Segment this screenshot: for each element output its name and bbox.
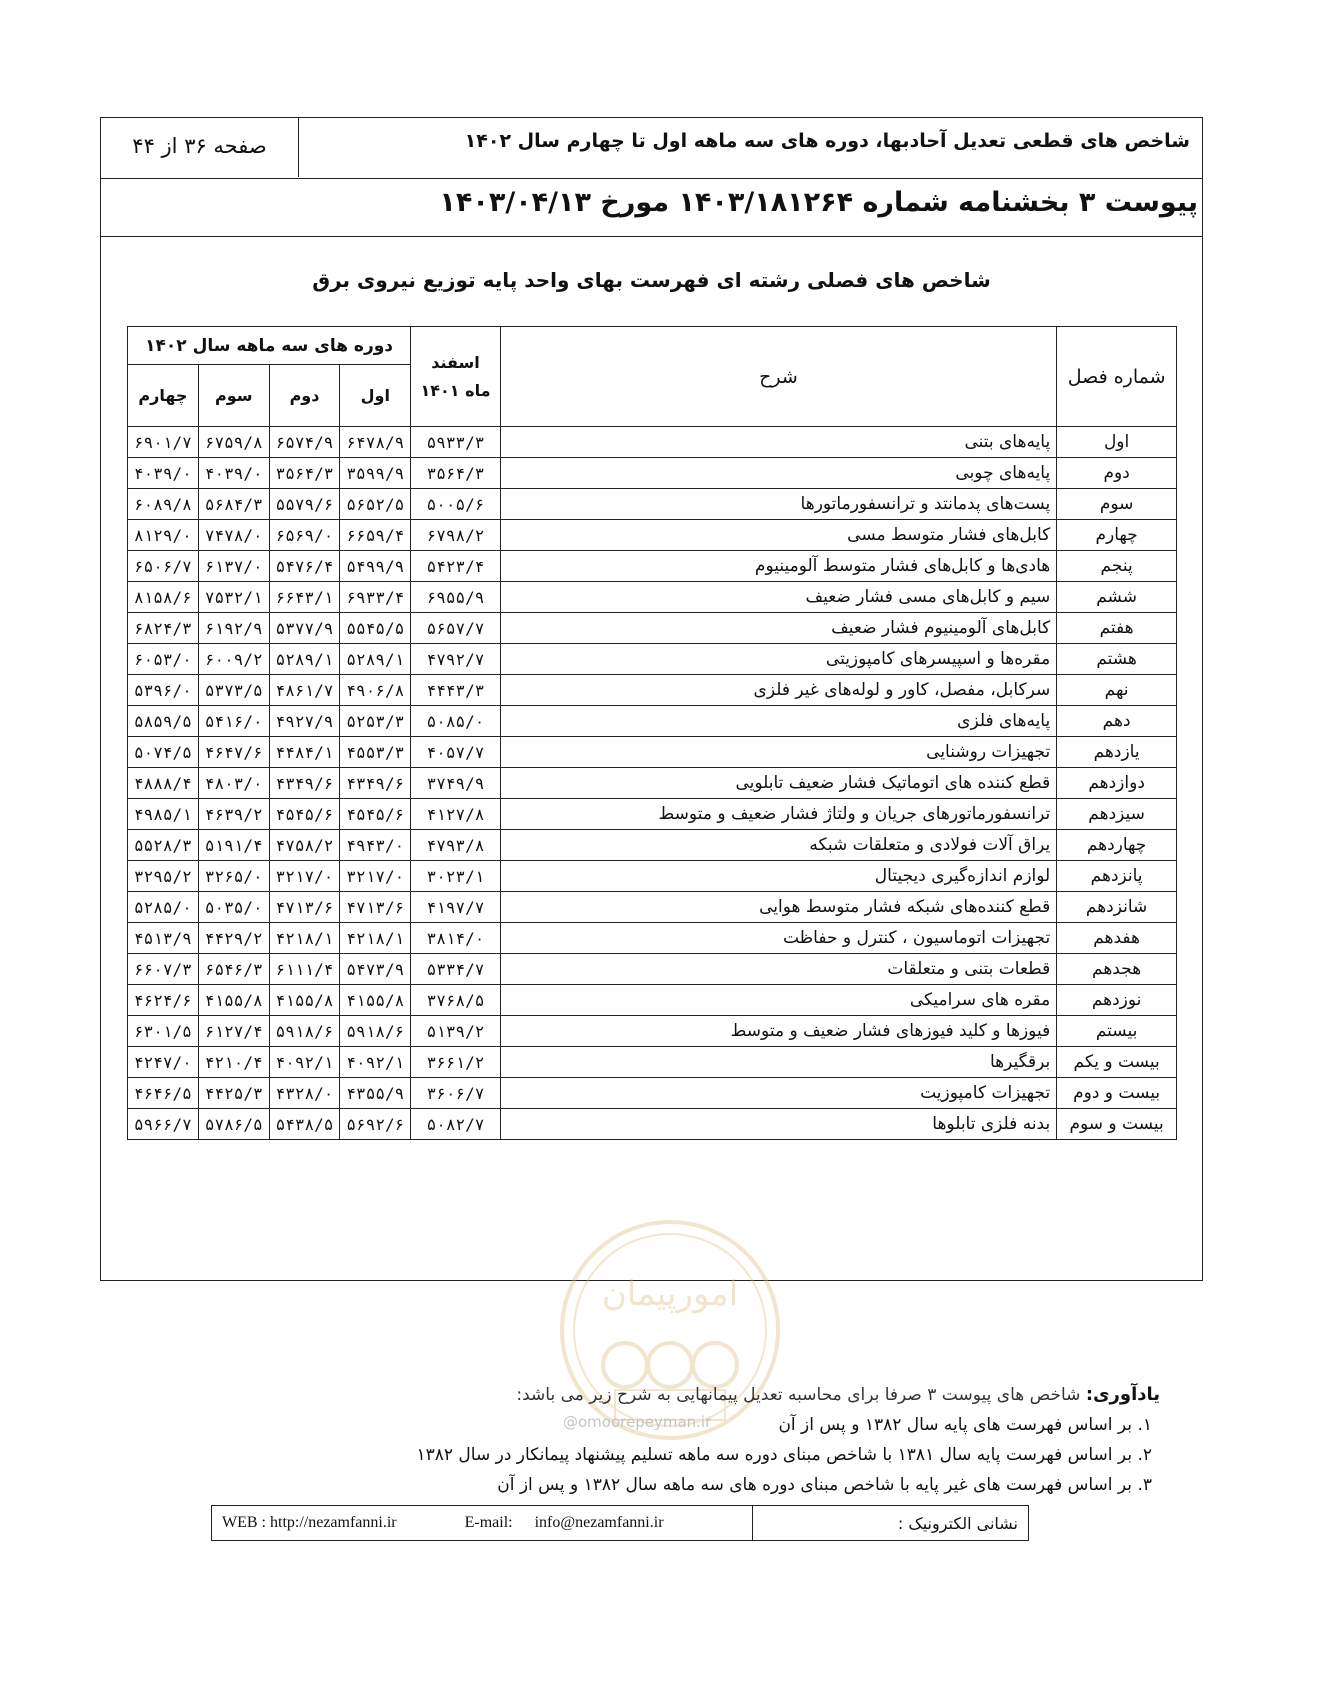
- row-description: کابل‌های فشار متوسط مسی: [500, 520, 1056, 551]
- row-description: تجهیزات کامپوزیت: [500, 1078, 1056, 1109]
- row-q3-value: ۴۴۲۹/۲: [198, 923, 269, 954]
- row-q2-value: ۴۴۸۴/۱: [269, 737, 340, 768]
- row-q4-value: ۵۲۸۵/۰: [128, 892, 199, 923]
- header-q2: دوم: [269, 365, 340, 427]
- header-base: اسفند ماه ۱۴۰۱: [411, 327, 501, 427]
- table-row: [128, 799, 1177, 830]
- row-q2-value: ۳۵۶۴/۳: [269, 458, 340, 489]
- row-q2-value: ۵۲۸۹/۱: [269, 644, 340, 675]
- row-base-value: ۴۱۹۷/۷: [411, 892, 501, 923]
- header-q4: چهارم: [128, 365, 199, 427]
- row-q1-value: ۶۹۳۳/۴: [340, 582, 411, 613]
- table-row: [128, 613, 1177, 644]
- table-caption: شاخص های فصلی رشته ای فهرست بهای واحد پایه توزیع نیروی برق: [312, 268, 991, 292]
- row-base-value: ۵۰۰۵/۶: [411, 489, 501, 520]
- row-chapter: شانزدهم: [1057, 892, 1177, 923]
- row-chapter: بیست و یکم: [1057, 1047, 1177, 1078]
- table-row: [128, 520, 1177, 551]
- row-q2-value: ۴۷۵۸/۲: [269, 830, 340, 861]
- row-chapter: دهم: [1057, 706, 1177, 737]
- row-description: سرکابل، مفصل، کاور و لوله‌های غیر فلزی: [500, 675, 1056, 706]
- row-chapter: ششم: [1057, 582, 1177, 613]
- row-q4-value: ۶۰۸۹/۸: [128, 489, 199, 520]
- row-q1-value: ۵۶۹۲/۶: [340, 1109, 411, 1140]
- row-q1-value: ۴۷۱۳/۶: [340, 892, 411, 923]
- row-description: پایه‌های چوبی: [500, 458, 1056, 489]
- row-q4-value: ۴۹۸۵/۱: [128, 799, 199, 830]
- row-q3-value: ۴۶۳۹/۲: [198, 799, 269, 830]
- row-chapter: پانزدهم: [1057, 861, 1177, 892]
- index-table: [127, 326, 1177, 1140]
- row-chapter: سیزدهم: [1057, 799, 1177, 830]
- header-description: شرح: [500, 327, 1056, 427]
- row-base-value: ۶۷۹۸/۲: [411, 520, 501, 551]
- row-q2-value: ۴۹۲۷/۹: [269, 706, 340, 737]
- table-row: [128, 1109, 1177, 1140]
- row-q3-value: ۴۴۲۵/۳: [198, 1078, 269, 1109]
- row-base-value: ۳۷۶۸/۵: [411, 985, 501, 1016]
- row-chapter: هفتم: [1057, 613, 1177, 644]
- row-q1-value: ۵۲۸۹/۱: [340, 644, 411, 675]
- row-q3-value: ۴۸۰۳/۰: [198, 768, 269, 799]
- row-q3-value: ۵۴۱۶/۰: [198, 706, 269, 737]
- table-row: [128, 1047, 1177, 1078]
- row-q4-value: ۶۸۲۴/۳: [128, 613, 199, 644]
- footer-email[interactable]: info@nezamfanni.ir: [534, 1514, 664, 1531]
- row-q1-value: ۴۲۱۸/۱: [340, 923, 411, 954]
- notes-item-1: ۱. بر اساس فهرست های پایه سال ۱۳۸۲ و پس از آن: [778, 1415, 1152, 1435]
- row-chapter: بیست و دوم: [1057, 1078, 1177, 1109]
- row-q3-value: ۵۶۸۴/۳: [198, 489, 269, 520]
- row-q4-value: ۶۵۰۶/۷: [128, 551, 199, 582]
- row-q4-value: ۸۱۲۹/۰: [128, 520, 199, 551]
- row-description: تجهیزات روشنایی: [500, 737, 1056, 768]
- header-q1: اول: [340, 365, 411, 427]
- row-q2-value: ۵۴۳۸/۵: [269, 1109, 340, 1140]
- row-q3-value: ۴۱۵۵/۸: [198, 985, 269, 1016]
- row-q1-value: ۵۵۴۵/۵: [340, 613, 411, 644]
- row-base-value: ۴۰۵۷/۷: [411, 737, 501, 768]
- row-q3-value: ۵۱۹۱/۴: [198, 830, 269, 861]
- row-q3-value: ۷۴۷۸/۰: [198, 520, 269, 551]
- row-base-value: ۳۷۴۹/۹: [411, 768, 501, 799]
- row-q1-value: ۵۴۷۳/۹: [340, 954, 411, 985]
- row-base-value: ۴۷۹۳/۸: [411, 830, 501, 861]
- seal-text: امورپیمان: [601, 1274, 739, 1314]
- row-q4-value: ۵۸۵۹/۵: [128, 706, 199, 737]
- row-q4-value: ۶۳۰۱/۵: [128, 1016, 199, 1047]
- row-chapter: بیست و سوم: [1057, 1109, 1177, 1140]
- table-row: [128, 830, 1177, 861]
- row-q3-value: ۶۰۰۹/۲: [198, 644, 269, 675]
- row-chapter: اول: [1057, 427, 1177, 458]
- row-q3-value: ۴۲۱۰/۴: [198, 1047, 269, 1078]
- row-q2-value: ۴۳۲۸/۰: [269, 1078, 340, 1109]
- row-q2-value: ۶۱۱۱/۴: [269, 954, 340, 985]
- row-q3-value: ۷۵۳۲/۱: [198, 582, 269, 613]
- row-chapter: یازدهم: [1057, 737, 1177, 768]
- row-q2-value: ۴۰۹۲/۱: [269, 1047, 340, 1078]
- row-q2-value: ۴۷۱۳/۶: [269, 892, 340, 923]
- row-q4-value: ۶۹۰۱/۷: [128, 427, 199, 458]
- row-q2-value: ۴۲۱۸/۱: [269, 923, 340, 954]
- row-q1-value: ۴۹۰۶/۸: [340, 675, 411, 706]
- row-chapter: هفدهم: [1057, 923, 1177, 954]
- row-q3-value: ۵۳۷۳/۵: [198, 675, 269, 706]
- row-q2-value: ۶۵۶۹/۰: [269, 520, 340, 551]
- row-q1-value: ۴۵۴۵/۶: [340, 799, 411, 830]
- row-q2-value: ۴۸۶۱/۷: [269, 675, 340, 706]
- row-chapter: هشتم: [1057, 644, 1177, 675]
- table-row: [128, 892, 1177, 923]
- row-q2-value: ۶۵۷۴/۹: [269, 427, 340, 458]
- row-q3-value: ۶۱۳۷/۰: [198, 551, 269, 582]
- row-q2-value: ۶۶۴۳/۱: [269, 582, 340, 613]
- row-base-value: ۳۶۶۱/۲: [411, 1047, 501, 1078]
- row-q3-value: ۳۲۶۵/۰: [198, 861, 269, 892]
- row-base-value: ۵۶۵۷/۷: [411, 613, 501, 644]
- footer-web[interactable]: WEB : http://nezamfanni.ir: [222, 1514, 397, 1531]
- row-description: مقره های سرامیکی: [500, 985, 1056, 1016]
- row-description: ترانسفورماتورهای جریان و ولتاژ فشار ضعیف و متوسط: [500, 799, 1056, 830]
- row-q2-value: ۴۵۴۵/۶: [269, 799, 340, 830]
- circular-title: پیوست ۳ بخشنامه شماره ۱۴۰۳/۱۸۱۲۶۴ مورخ ۱۴۰۳/۰۴/۱۳: [439, 187, 1198, 218]
- row-q1-value: ۵۴۹۹/۹: [340, 551, 411, 582]
- row-base-value: ۵۴۲۳/۴: [411, 551, 501, 582]
- table-row: [128, 1078, 1177, 1109]
- row-q2-value: ۳۲۱۷/۰: [269, 861, 340, 892]
- table-row: [128, 768, 1177, 799]
- row-description: سیم و کابل‌های مسی فشار ضعیف: [500, 582, 1056, 613]
- row-chapter: پنجم: [1057, 551, 1177, 582]
- table-row: [128, 737, 1177, 768]
- row-q1-value: ۴۳۵۵/۹: [340, 1078, 411, 1109]
- row-description: تجهیزات اتوماسیون ، کنترل و حفاظت: [500, 923, 1056, 954]
- notes-item-2: ۲. بر اساس فهرست پایه سال ۱۳۸۱ با شاخص مبنای دوره سه ماهه تسلیم پیشنهاد پیمانکار در سال ۱۳۸۲: [416, 1445, 1152, 1465]
- header-chapter: شماره فصل: [1057, 327, 1177, 427]
- row-q3-value: ۶۷۵۹/۸: [198, 427, 269, 458]
- row-description: پایه‌های بتنی: [500, 427, 1056, 458]
- row-q1-value: ۳۲۱۷/۰: [340, 861, 411, 892]
- notes-lead: یادآوری:: [1085, 1384, 1160, 1405]
- row-q2-value: ۵۵۷۹/۶: [269, 489, 340, 520]
- row-q2-value: ۴۳۴۹/۶: [269, 768, 340, 799]
- footer-address-label: نشانی الکترونیک :: [753, 1506, 1029, 1541]
- row-base-value: ۵۹۳۳/۳: [411, 427, 501, 458]
- row-chapter: چهارم: [1057, 520, 1177, 551]
- row-q1-value: ۵۲۵۳/۳: [340, 706, 411, 737]
- row-q1-value: ۶۶۵۹/۴: [340, 520, 411, 551]
- row-q3-value: ۵۰۳۵/۰: [198, 892, 269, 923]
- row-q3-value: ۴۶۴۷/۶: [198, 737, 269, 768]
- notes-lead-text: شاخص های پیوست ۳ صرفا برای محاسبه تعدیل پیمانهایی به شرح زیر می باشد:: [516, 1385, 1081, 1405]
- header-quarters-group: دوره های سه ماهه سال ۱۴۰۲: [128, 327, 411, 365]
- row-q4-value: ۴۵۱۳/۹: [128, 923, 199, 954]
- row-q3-value: ۶۱۲۷/۴: [198, 1016, 269, 1047]
- page-number: صفحه ۳۶ از ۴۴: [101, 118, 299, 177]
- table-row: [128, 706, 1177, 737]
- row-base-value: ۶۹۵۵/۹: [411, 582, 501, 613]
- table-row: [128, 458, 1177, 489]
- row-q3-value: ۶۱۹۲/۹: [198, 613, 269, 644]
- row-description: قطعات بتنی و متعلقات: [500, 954, 1056, 985]
- row-q2-value: ۵۴۷۶/۴: [269, 551, 340, 582]
- row-base-value: ۵۰۸۵/۰: [411, 706, 501, 737]
- row-q1-value: ۶۴۷۸/۹: [340, 427, 411, 458]
- row-q4-value: ۵۹۶۶/۷: [128, 1109, 199, 1140]
- table-row: [128, 861, 1177, 892]
- row-q1-value: ۵۹۱۸/۶: [340, 1016, 411, 1047]
- row-chapter: نهم: [1057, 675, 1177, 706]
- row-q3-value: ۴۰۳۹/۰: [198, 458, 269, 489]
- table-row: [128, 644, 1177, 675]
- table-row: [128, 551, 1177, 582]
- row-chapter: چهاردهم: [1057, 830, 1177, 861]
- row-description: قطع کننده‌های شبکه فشار متوسط هوایی: [500, 892, 1056, 923]
- row-q4-value: ۴۸۸۸/۴: [128, 768, 199, 799]
- watermark-handle: @omoorepeyman.ir: [563, 1413, 712, 1431]
- table-row: [128, 427, 1177, 458]
- row-q3-value: ۵۷۸۶/۵: [198, 1109, 269, 1140]
- row-chapter: بیستم: [1057, 1016, 1177, 1047]
- table-row: [128, 923, 1177, 954]
- row-base-value: ۴۱۲۷/۸: [411, 799, 501, 830]
- row-q1-value: ۴۹۴۳/۰: [340, 830, 411, 861]
- table-row: [128, 675, 1177, 706]
- row-base-value: ۳۵۶۴/۳: [411, 458, 501, 489]
- row-description: هادی‌ها و کابل‌های فشار متوسط آلومینیوم: [500, 551, 1056, 582]
- notes-item-3: ۳. بر اساس فهرست های غیر پایه با شاخص مبنای دوره های سه ماهه سال ۱۳۸۲ و پس از آن: [497, 1475, 1152, 1495]
- row-q4-value: ۴۰۳۹/۰: [128, 458, 199, 489]
- row-q1-value: ۳۵۹۹/۹: [340, 458, 411, 489]
- notes-lead-line: [417, 1380, 1161, 1410]
- footer-contacts: [212, 1506, 753, 1541]
- row-chapter: هجدهم: [1057, 954, 1177, 985]
- row-description: قطع کننده های اتوماتیک فشار ضعیف تابلویی: [500, 768, 1056, 799]
- row-base-value: ۳۰۲۳/۱: [411, 861, 501, 892]
- row-chapter: نوزدهم: [1057, 985, 1177, 1016]
- row-q2-value: ۵۳۷۷/۹: [269, 613, 340, 644]
- row-base-value: ۵۳۳۴/۷: [411, 954, 501, 985]
- row-description: فیوزها و کلید فیوزهای فشار ضعیف و متوسط: [500, 1016, 1056, 1047]
- row-q4-value: ۵۰۷۴/۵: [128, 737, 199, 768]
- row-chapter: سوم: [1057, 489, 1177, 520]
- table-row: [128, 582, 1177, 613]
- row-q2-value: ۴۱۵۵/۸: [269, 985, 340, 1016]
- row-q1-value: ۴۵۵۳/۳: [340, 737, 411, 768]
- footer-email-label: E-mail:: [464, 1514, 513, 1531]
- row-q4-value: ۳۲۹۵/۲: [128, 861, 199, 892]
- table-body: [128, 427, 1177, 1140]
- row-description: لوازم اندازه‌گیری دیجیتال: [500, 861, 1056, 892]
- row-q4-value: ۶۶۰۷/۳: [128, 954, 199, 985]
- row-description: کابل‌های آلومینیوم فشار ضعیف: [500, 613, 1056, 644]
- row-q1-value: ۴۱۵۵/۸: [340, 985, 411, 1016]
- row-base-value: ۴۷۹۲/۷: [411, 644, 501, 675]
- row-q4-value: ۴۲۴۷/۰: [128, 1047, 199, 1078]
- row-q2-value: ۵۹۱۸/۶: [269, 1016, 340, 1047]
- row-q4-value: ۴۶۴۶/۵: [128, 1078, 199, 1109]
- row-q1-value: ۴۰۹۲/۱: [340, 1047, 411, 1078]
- row-description: بدنه فلزی تابلوها: [500, 1109, 1056, 1140]
- notes-section: [417, 1380, 1161, 1500]
- row-base-value: ۵۰۸۲/۷: [411, 1109, 501, 1140]
- row-description: برقگیرها: [500, 1047, 1056, 1078]
- row-q4-value: ۶۰۵۳/۰: [128, 644, 199, 675]
- row-chapter: دوازدهم: [1057, 768, 1177, 799]
- table-row: [128, 954, 1177, 985]
- row-q3-value: ۶۵۴۶/۳: [198, 954, 269, 985]
- row-q4-value: ۵۵۲۸/۳: [128, 830, 199, 861]
- row-chapter: دوم: [1057, 458, 1177, 489]
- row-description: پایه‌های فلزی: [500, 706, 1056, 737]
- subtitle-row: [101, 179, 1202, 237]
- row-base-value: ۴۴۴۳/۳: [411, 675, 501, 706]
- contact-footer: [211, 1505, 1029, 1541]
- row-q4-value: ۴۶۲۴/۶: [128, 985, 199, 1016]
- row-q1-value: ۴۳۴۹/۶: [340, 768, 411, 799]
- row-description: پست‌های پدمانتد و ترانسفورماتورها: [500, 489, 1056, 520]
- row-q4-value: ۵۳۹۶/۰: [128, 675, 199, 706]
- header-q3: سوم: [198, 365, 269, 427]
- row-q1-value: ۵۶۵۲/۵: [340, 489, 411, 520]
- page-title: شاخص های قطعی تعدیل آحادبها، دوره های سه ماهه اول تا چهارم سال ۱۴۰۲: [464, 130, 1190, 152]
- row-description: مقره‌ها و اسپیسرهای کامپوزیتی: [500, 644, 1056, 675]
- table-row: [128, 985, 1177, 1016]
- row-base-value: ۳۸۱۴/۰: [411, 923, 501, 954]
- row-q4-value: ۸۱۵۸/۶: [128, 582, 199, 613]
- table-row: [128, 1016, 1177, 1047]
- row-description: یراق آلات فولادی و متعلقات شبکه: [500, 830, 1056, 861]
- row-base-value: ۳۶۰۶/۷: [411, 1078, 501, 1109]
- header-row: [101, 118, 1202, 179]
- table-row: [128, 489, 1177, 520]
- row-base-value: ۵۱۳۹/۲: [411, 1016, 501, 1047]
